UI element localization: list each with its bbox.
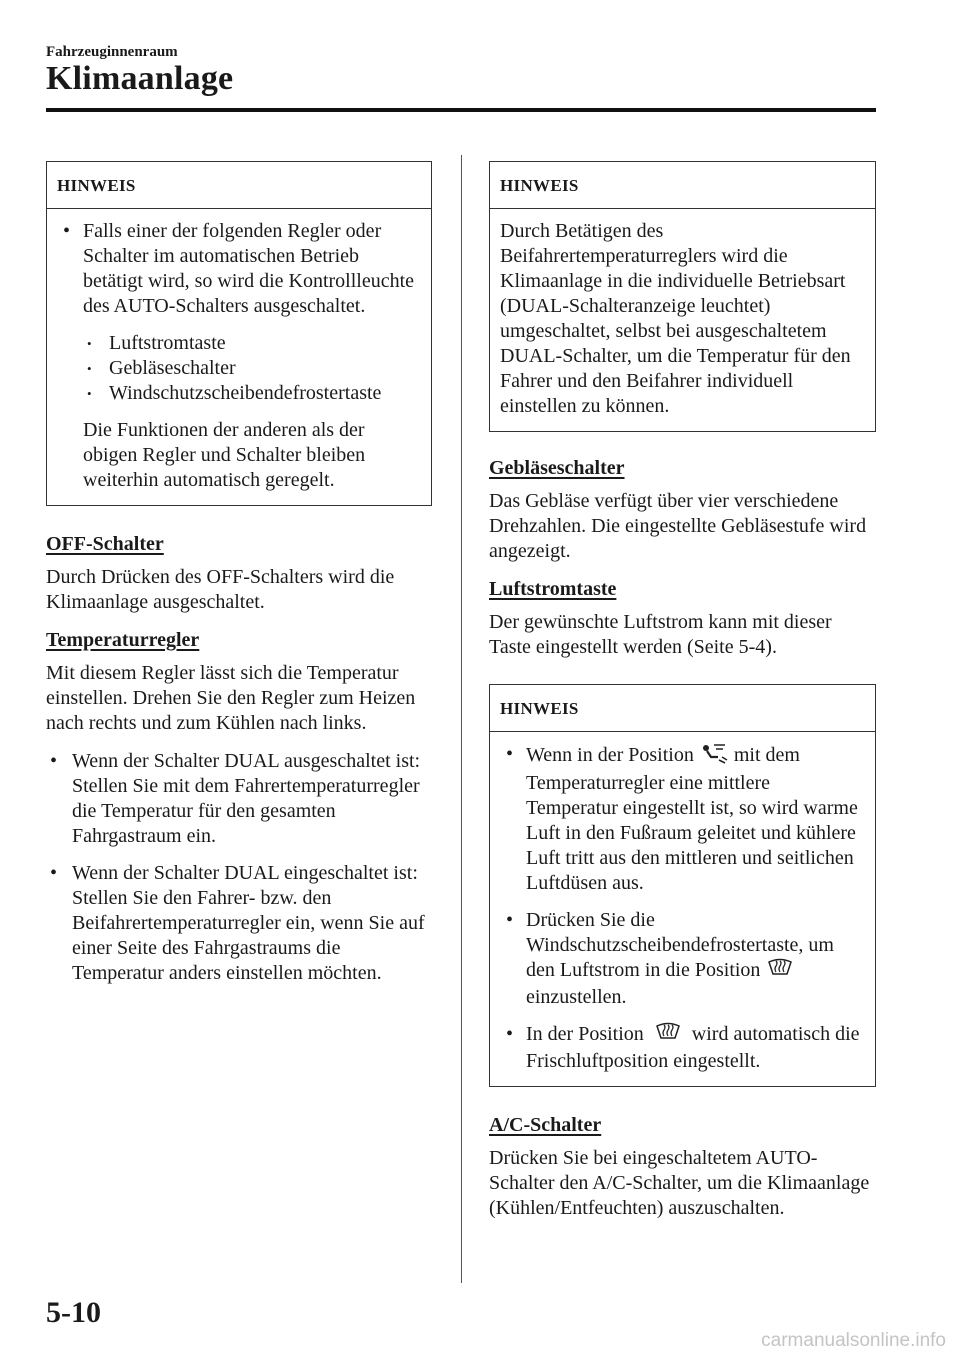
airflow-button-text: Der gewünschte Luftstrom kann mit dieser Taste eingestellt werden (Seite 5-4). [489, 611, 832, 658]
list-item [46, 861, 432, 986]
list-item: • Windschutzscheibendefrostertaste [83, 381, 421, 406]
windshield-defroster-icon [767, 958, 793, 985]
fan-switch-text: Das Gebläse verfügt über vier verschiedene Drehzahlen. Die eingestellte Gebläsestufe wird angezeigt. [489, 490, 867, 562]
temperature-control-text: Mit diesem Regler lässt sich die Temperatur einstellen. Drehen Sie den Regler zum Heizen nach rechts und zum Kühlen nach links. [46, 662, 416, 734]
note-body [47, 209, 431, 505]
bullet-instruction: Stellen Sie mit dem Fahrertemperaturregler die Temperatur für den gesamten Fahrgastraum ein. [72, 775, 420, 847]
note-bullet [500, 1022, 865, 1074]
airflow-button-heading: Luftstromtaste [489, 578, 617, 600]
temperature-bullets [46, 749, 432, 986]
note-bullet-text: mit dem Temperaturregler eine mittlere Temperatur eingestellt ist, so wird warme Luft in den Fußraum geleitet und kühlere Luft tritt aus den mittleren und seitlichen Luftdüsen aus. [526, 744, 858, 894]
note-box-airflow [489, 684, 876, 1087]
note-bullet-text: Drücken Sie die Windschutzscheibendefrostertaste, um den Luftstrom in die Position [526, 909, 834, 982]
note-body [490, 209, 875, 431]
list-item: • Gebläseschalter [83, 356, 421, 381]
page-title: Klimaanlage [46, 60, 234, 97]
title-rule [46, 108, 876, 112]
note-box-auto [46, 161, 432, 506]
note-body [490, 732, 875, 1086]
note-closing-text: Die Funktionen der anderen als der obigen Regler und Schalter bleiben weiterhin automatisch geregelt. [83, 419, 366, 491]
note-text: Durch Betätigen des Beifahrertemperaturreglers wird die Klimaanlage in die individuelle Betriebsart (DUAL-Schalteranzeige leuchtet) umgeschaltet, selbst bei ausgeschaltetem DUAL-Schalter, um die Temperatur für den Fahrer und den Beifahrer individuell einstellen zu können. [500, 220, 851, 417]
note-bullet-text: In der Position [526, 1023, 644, 1046]
list-item: • Luftstromtaste [83, 331, 421, 356]
bullet-condition: • Wenn der Schalter DUAL ausgeschaltet ist: [72, 750, 421, 772]
off-switch-text: Durch Drücken des OFF-Schalters wird die Klimaanlage ausgeschaltet. [46, 566, 395, 613]
temperature-control-heading: Temperaturregler [46, 629, 200, 651]
note-bullets [57, 219, 421, 493]
right-column [489, 161, 876, 1234]
face-and-foot-airflow-icon [699, 742, 729, 771]
page-number: 5-10 [46, 1296, 101, 1329]
list-item [46, 749, 432, 849]
ac-switch-text: Drücken Sie bei eingeschaltetem AUTO-Schalter den A/C-Schalter, um die Klimaanlage (Kühlen/Entfeuchten) auszuschalten. [489, 1147, 870, 1219]
note-heading: HINWEIS [490, 162, 875, 209]
note-bullet-text: wird automatisch die Frischluftposition eingestellt. [526, 1023, 860, 1072]
note-bullet-text: einzustellen. [526, 986, 627, 1008]
note-bullet [500, 908, 865, 1010]
note-box-dual [489, 161, 876, 432]
column-divider [461, 155, 462, 1283]
bullet-condition: • Wenn der Schalter DUAL eingeschaltet ist: [72, 862, 418, 884]
section-label: Fahrzeuginnenraum [46, 44, 178, 60]
note-bullet-text: Falls einer der folgenden Regler oder Schalter im automatischen Betrieb betätigt wird, so wird die Kontrollleuchte des AUTO-Schalters ausgeschaltet. [83, 220, 415, 317]
note-bullet [57, 219, 421, 493]
left-column [46, 161, 432, 998]
bullet-instruction: Stellen Sie den Fahrer- bzw. den Beifahrertemperaturregler ein, wenn Sie auf einer Seite des Fahrgastraums die Temperatur anders einstellen möchten. [72, 887, 425, 984]
control-list [83, 331, 421, 406]
note-bullet-text: Wenn in der Position [526, 744, 694, 767]
note-bullets [500, 742, 865, 1074]
ac-switch-heading: A/C-Schalter [489, 1114, 602, 1136]
note-bullet [500, 742, 865, 896]
fan-switch-heading: Gebläseschalter [489, 457, 625, 479]
note-heading: HINWEIS [47, 162, 431, 209]
off-switch-heading: OFF-Schalter [46, 533, 164, 555]
watermark: carmanualsonline.info [761, 1330, 946, 1351]
windshield-defroster-icon [655, 1022, 681, 1049]
note-heading: HINWEIS [490, 685, 875, 732]
